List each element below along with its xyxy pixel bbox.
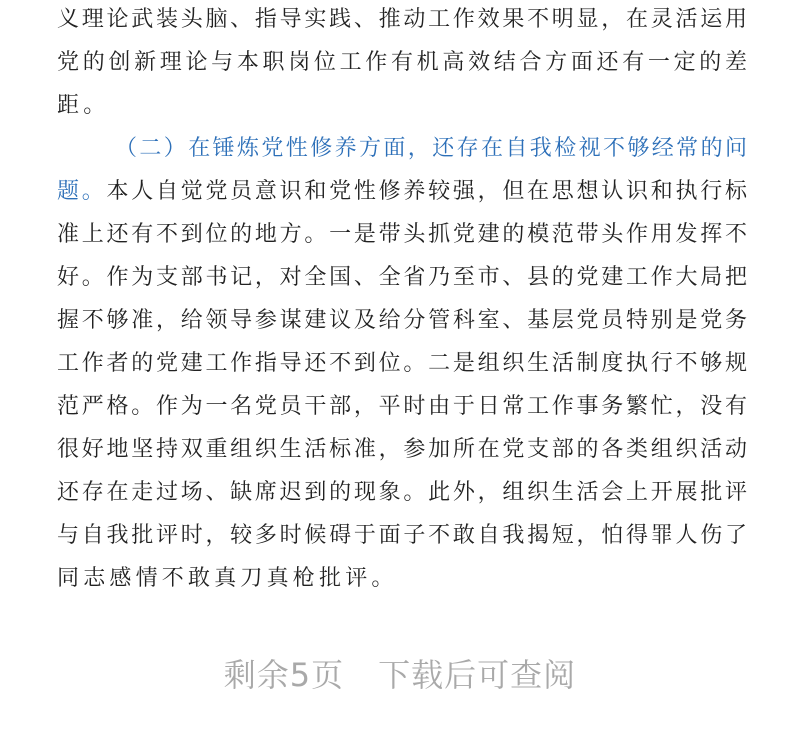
paragraph-line: 距。 (57, 93, 110, 118)
remaining-pages-label: 剩余5页 (223, 656, 345, 694)
paragraph-line: 与自我批评时，较多时候碍于面子不敢自我揭短，怕得罪人伤了 (57, 523, 747, 548)
download-prompt[interactable] (0, 653, 800, 697)
section-heading: （二）在锤炼党性修养方面，还存在自我检视不够经常的问 (115, 136, 747, 161)
paragraph-line (57, 177, 747, 207)
paragraph-line: 范严格。作为一名党员干部，平时由于日常工作事务繁忙，没有 (57, 394, 747, 419)
section-heading-end: 题。 (57, 179, 107, 204)
paragraph-line: 工作者的党建工作指导还不到位。二是组织生活制度执行不够规 (57, 351, 747, 376)
paragraph-line: 义理论武装头脑、指导实践、推动工作效果不明显，在灵活运用 (57, 7, 747, 32)
paragraph-line: 好。作为支部书记，对全国、全省乃至市、县的党建工作大局把 (57, 265, 747, 290)
paragraph-line: 党的创新理论与本职岗位工作有机高效结合方面还有一定的差 (57, 50, 747, 75)
download-to-view-label: 下载后可查阅 (378, 656, 577, 694)
paragraph-text: 本人自觉党员意识和党性修养较强，但在思想认识和执行标 (106, 179, 747, 204)
paragraph-line: 很好地坚持双重组织生活标准，参加所在党支部的各类组织活动 (57, 437, 747, 462)
paragraph-line: 准上还有不到位的地方。一是带头抓党建的模范带头作用发挥不 (57, 222, 747, 247)
paragraph-line: 同志感情不敢真刀真枪批评。 (57, 566, 398, 591)
paragraph-line: 握不够准，给领导参谋建议及给分管科室、基层党员特别是党务 (57, 308, 747, 333)
paragraph-line: 还存在走过场、缺席迟到的现象。此外，组织生活会上开展批评 (57, 480, 747, 505)
